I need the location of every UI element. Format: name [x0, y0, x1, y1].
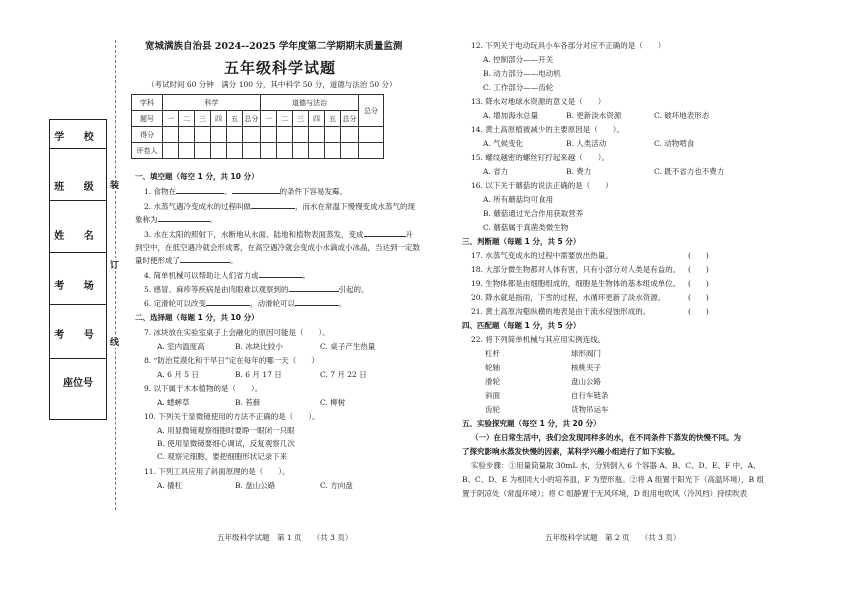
- binding-char-1: 装: [110, 178, 119, 191]
- section1-heading: 一、填空题（每空 1 分，共 10 分）: [135, 172, 259, 181]
- match-left-5[interactable]: 齿轮: [485, 405, 500, 414]
- tf-answer-20[interactable]: ( ): [688, 293, 709, 302]
- q13-option-b: B. 更新淡水资源: [566, 111, 622, 120]
- table-cell: 四: [211, 111, 227, 127]
- binding-char-2: 订: [110, 258, 119, 271]
- question-5: 5. 感冒、麻疹等疾病是由肉眼难以观察到的 引起的。: [144, 285, 369, 294]
- tf-question-21: 21. 黄土高原沟壑纵横的地表是由于流水侵蚀形成的。: [471, 307, 651, 316]
- q14-option-a: A. 气候变化: [483, 139, 524, 148]
- q8-option-c: C. 7 月 22 日: [320, 370, 367, 379]
- table-cell: 一: [163, 111, 179, 127]
- question-10: 10. 下列关于显微镜使用的方法不正确的是（ ）。: [144, 412, 320, 421]
- question-4: 4. 简单机械可以帮助让人们省力或 。: [144, 271, 311, 280]
- experiment-steps-3: 置于阴凉处（常温环境）；将 C 组静置于无风环境，D 组用电吹风（冷风档）持续吹表: [462, 489, 748, 498]
- score-table: [131, 94, 384, 159]
- match-left-4[interactable]: 斜面: [485, 391, 500, 400]
- q16-option-c: C. 蘑菇属于真菌类微生物: [483, 223, 569, 232]
- tf-question-18: 18. 大部分微生物都对人体有害，只有小部分对人类是有益的。: [471, 265, 681, 274]
- match-left-2[interactable]: 轮轴: [485, 363, 500, 372]
- question-number-label: 题号: [132, 111, 163, 127]
- section5-heading: 五、实验探究题（每空 1 分，共 20 分）: [462, 419, 601, 428]
- moral-header: 道德与法治: [261, 95, 359, 111]
- q10-option-c: C. 观察完细胞，要把细胞形状记录下来: [157, 452, 288, 461]
- match-right-4[interactable]: 自行车链条: [571, 391, 609, 400]
- q14-option-b: B. 人类活动: [566, 139, 607, 148]
- table-cell: 五: [227, 111, 243, 127]
- experiment-intro-cont: 了探究影响水蒸发快慢的因素，某科学兴趣小组进行了如下实验。: [462, 447, 680, 456]
- footer-right: 五年级科学试题 第 2 页 （共 3 页）: [545, 533, 681, 542]
- q16-option-b: B. 蘑菇通过光合作用获取营养: [483, 209, 584, 218]
- q12-option-a: A. 控制部分——开关: [483, 55, 554, 64]
- table-cell: 四: [309, 111, 325, 127]
- tf-question-19: 19. 生物体都是由细胞组成的，细胞是生物体的基本组成单位。: [471, 279, 681, 288]
- question-8: 8. “防治荒漠化和干旱日”定在每年的哪一天（ ）: [144, 356, 319, 365]
- seat-number-label: 座位号: [63, 378, 93, 389]
- match-right-3[interactable]: 盘山公路: [571, 377, 601, 386]
- table-cell: 二: [179, 111, 195, 127]
- subject-header: 学科: [132, 95, 163, 111]
- tf-answer-19[interactable]: ( ): [688, 279, 709, 288]
- question-7: 7. 冰块放在实验室桌子上会融化的原因可能是（ ）。: [144, 328, 330, 337]
- student-info-box: [49, 119, 107, 420]
- section2-heading: 二、选择题（每题 1 分，共 10 分）: [135, 313, 259, 322]
- question-9: 9. 以下属于木本植物的是（ ）。: [144, 384, 263, 393]
- tf-answer-17[interactable]: ( ): [688, 251, 709, 260]
- q14-option-c: C. 动物啃食: [654, 139, 695, 148]
- school-label: 学 校: [54, 132, 102, 143]
- question-15: 15. 螺纹越密的螺丝钉拧起来越（ ）。: [471, 153, 610, 162]
- exam-note: （考试时间 60 分钟 满分 100 分，其中科学 50 分，道德与法治 50 分）: [147, 80, 397, 89]
- experiment-steps-2: B、C、D、E 为相同大小的培养皿，F 为塑形瓶。②将 A 组置于阳光下（高温环境），B 组: [462, 475, 765, 484]
- q9-option-b: B. 苔藓: [235, 398, 261, 407]
- q7-option-c: C. 桌子产生热量: [320, 342, 376, 351]
- q16-option-a: A. 所有蘑菇均可食用: [483, 195, 554, 204]
- section4-heading: 四、匹配题（每题 1 分，共 5 分）: [462, 321, 581, 330]
- name-label: 姓 名: [54, 231, 102, 242]
- table-cell: 总分: [243, 111, 261, 127]
- q9-option-a: A. 蟋蟀草: [157, 398, 190, 407]
- question-22: 22. 将下列简单机械与其应用实例连线。: [471, 335, 606, 344]
- page-title: 五年级科学试题: [224, 59, 337, 77]
- q10-option-a: A. 用显微镜观察细胞时要睁一眼闭一只眼: [157, 426, 295, 435]
- total-header: 总分: [359, 95, 384, 127]
- table-cell: 三: [293, 111, 309, 127]
- experiment-steps-1: 实验步骤：①用量筒量取 30mL 水，分别倒入 6 个容器 A、B、C、D、E、F 中，A、: [471, 461, 761, 470]
- question-16: 16. 以下关于蘑菇的说法正确的是（ ）: [471, 181, 613, 190]
- question-2: 2. 水蒸气遇冷变成水的过程叫做 ，而水在常温下慢慢变成水蒸气的现: [144, 202, 416, 211]
- table-cell: 五: [325, 111, 341, 127]
- grader-row-label: 评卷人: [132, 143, 163, 159]
- match-right-5[interactable]: 货物吊运车: [571, 405, 609, 414]
- q12-option-c: C. 工作部分——齿轮: [483, 83, 554, 92]
- q11-option-c: C. 方向盘: [320, 481, 353, 490]
- q7-option-a: A. 室内温度高: [157, 342, 205, 351]
- question-14: 14. 黄土高原植被减少的主要原因是（ ）。: [471, 125, 625, 134]
- q12-option-b: B. 动力部分——电动机: [483, 69, 561, 78]
- science-header: 科学: [163, 95, 261, 111]
- binding-line: [115, 40, 116, 510]
- exam-subtitle: 宽城满族自治县 2024--2025 学年度第二学期期末质量监测: [145, 41, 403, 52]
- footer-left: 五年级科学试题 第 1 页 （共 3 页）: [217, 533, 353, 542]
- q15-option-a: A. 省力: [483, 167, 509, 176]
- q7-option-b: B. 冰块比较小: [235, 342, 283, 351]
- q13-option-c: C. 破坏地表形态: [654, 111, 710, 120]
- table-cell: 总分: [341, 111, 359, 127]
- question-1: 1. 食物在 、 的条件下容易发霉。: [144, 187, 348, 196]
- q10-option-b: B. 使用显微镜要细心调试，反复观察几次: [157, 439, 295, 448]
- match-left-3[interactable]: 滑轮: [485, 377, 500, 386]
- binding-char-3: 线: [110, 335, 119, 348]
- q11-option-b: B. 盘山公路: [235, 481, 276, 490]
- exam-room-label: 考 场: [54, 281, 102, 292]
- exam-number-label: 考 号: [54, 330, 102, 341]
- q11-option-a: A. 撬杠: [157, 481, 183, 490]
- experiment-intro: （一）在日常生活中，我们会发现同样多的水，在不同条件下蒸发的快慢不同。为: [471, 433, 741, 442]
- tf-answer-18[interactable]: ( ): [688, 265, 709, 274]
- question-3-end: 量时便形成了 。: [135, 256, 238, 265]
- q13-option-a: A. 增加海水总量: [483, 111, 539, 120]
- q9-option-c: C. 柳树: [320, 398, 346, 407]
- question-3: 3. 水在太阳的照射下，水断地从水面、陆地和植物表面蒸发，变成 升: [144, 230, 414, 239]
- table-cell: 三: [195, 111, 211, 127]
- match-right-2[interactable]: 核桃夹子: [571, 363, 601, 372]
- question-2-cont: 象称为 。: [135, 215, 217, 224]
- question-12: 12. 下列关于电动玩具小车各部分对应不正确的是（ ）: [471, 41, 666, 50]
- score-row-label: 得分: [132, 127, 163, 143]
- tf-question-17: 17. 水蒸气变成水的过程中需要放出热量。: [471, 251, 613, 260]
- q15-option-c: C. 既不省力也不费力: [654, 167, 725, 176]
- question-6: 6. 定滑轮可以改变 ，动滑轮可以 。: [144, 299, 347, 308]
- question-3-cont: 到空中，在低空遇冷就会形成雾，在高空遇冷就会变成小水滴或小冰晶，当达到一定数: [135, 243, 420, 252]
- question-11: 11. 下列工具应用了斜面原理的是（ ）。: [144, 467, 290, 476]
- tf-question-20: 20. 降水就是指雨，下雪的过程，水循环更新了淡水资源。: [471, 293, 666, 302]
- q15-option-b: B. 费力: [566, 167, 592, 176]
- question-13: 13. 降水对地球水资源的意义是（ ）: [471, 97, 606, 106]
- table-cell: 一: [261, 111, 277, 127]
- match-left-1[interactable]: 杠杆: [485, 349, 500, 358]
- q8-option-a: A. 6 月 5 日: [157, 370, 199, 379]
- table-cell: 二: [277, 111, 293, 127]
- section3-heading: 三、判断题（每题 1 分，共 5 分）: [462, 237, 581, 246]
- q8-option-b: B. 6 月 17 日: [235, 370, 282, 379]
- tf-answer-21[interactable]: ( ): [688, 307, 709, 316]
- match-right-1[interactable]: 球形阀门: [571, 349, 601, 358]
- class-label: 班 级: [54, 182, 102, 193]
